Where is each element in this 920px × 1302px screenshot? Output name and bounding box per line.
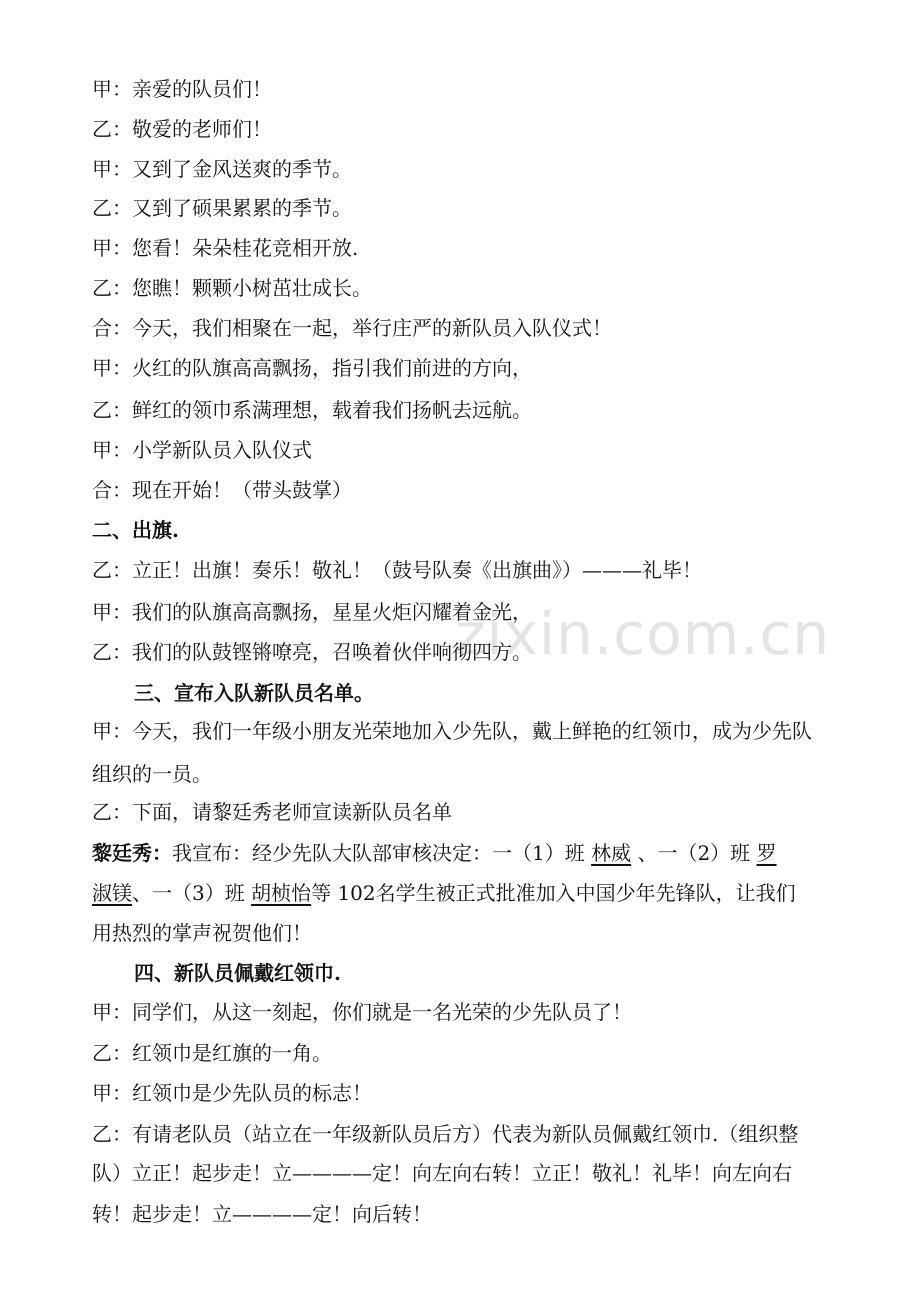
announcement-text: 等 102名学生被正式批准加入中国少年先锋队，让我们 [311,881,796,905]
student-name: 罗 [756,841,777,865]
announcement-line-2 [92,880,796,906]
announcement-line-1 [92,840,777,866]
script-line: 乙：我们的队鼓铿锵嘹亮，召唤着伙伴响彻四方。 [92,640,532,664]
section-heading: 四、新队员佩戴红领巾. [134,961,341,985]
section-heading: 三、宣布入队新队员名单。 [134,681,374,705]
student-name: 林威 [591,841,632,865]
script-line: 乙：敬爱的老师们！ [92,117,272,141]
script-line: 乙：立正！出旗！奏乐！敬礼！（鼓号队奏《出旗曲》）———礼毕！ [92,558,702,582]
script-line: 甲：又到了金风送爽的季节。 [92,157,352,181]
script-line: 甲：同学们，从这一刻起，你们就是一名光荣的少先队员了！ [92,1000,632,1024]
section-heading: 二、出旗. [92,518,179,542]
script-line: 甲：我们的队旗高高飘扬，星星火炬闪耀着金光， [92,600,532,624]
announcement-text: 我宣布：经少先队大队部审核决定：一（1）班 [172,841,592,865]
announcement-line-3: 用热烈的掌声祝贺他们！ [92,921,312,945]
script-line: 甲：亲爱的队员们！ [92,77,272,101]
script-line: 甲：红领巾是少先队员的标志！ [92,1081,372,1105]
student-name: 胡桢怡 [251,881,312,905]
script-line: 乙：有请老队员（站立在一年级新队员后方）代表为新队员佩戴红领巾.（组织整 [92,1122,799,1146]
speaker-name: 黎廷秀： [92,841,172,865]
script-line: 合：现在开始！（带头鼓掌） [92,478,352,502]
script-line: 乙：您瞧！颗颗小树茁壮成长。 [92,276,372,300]
script-line: 组织的一员。 [92,762,212,786]
script-line: 队）立正！起步走！立————定！向左向右转！立正！敬礼！礼毕！向左向右 [92,1161,792,1185]
script-line: 乙：红领巾是红旗的一角。 [92,1041,332,1065]
watermark: zixin.com.cn [455,600,831,668]
student-name: 淑镁 [92,881,132,905]
script-line: 转！起步走！立————定！向后转！ [92,1202,432,1226]
script-line: 甲：您看！朵朵桂花竞相开放. [92,236,359,260]
announcement-text: 、一（2）班 [631,841,757,865]
script-line: 乙：又到了硕果累累的季节。 [92,196,352,220]
announcement-text: 、一（3）班 [132,881,252,905]
script-line: 合：今天，我们相聚在一起，举行庄严的新队员入队仪式！ [92,316,612,340]
script-line: 甲：小学新队员入队仪式 [92,438,312,462]
script-line: 甲：今天，我们一年级小朋友光荣地加入少先队，戴上鲜艳的红领巾，成为少先队 [92,719,812,743]
script-line: 乙：下面，请黎廷秀老师宣读新队员名单 [92,800,452,824]
script-line: 甲：火红的队旗高高飘扬，指引我们前进的方向， [92,356,532,380]
script-line: 乙：鲜红的领巾系满理想，载着我们扬帆去远航。 [92,398,532,422]
